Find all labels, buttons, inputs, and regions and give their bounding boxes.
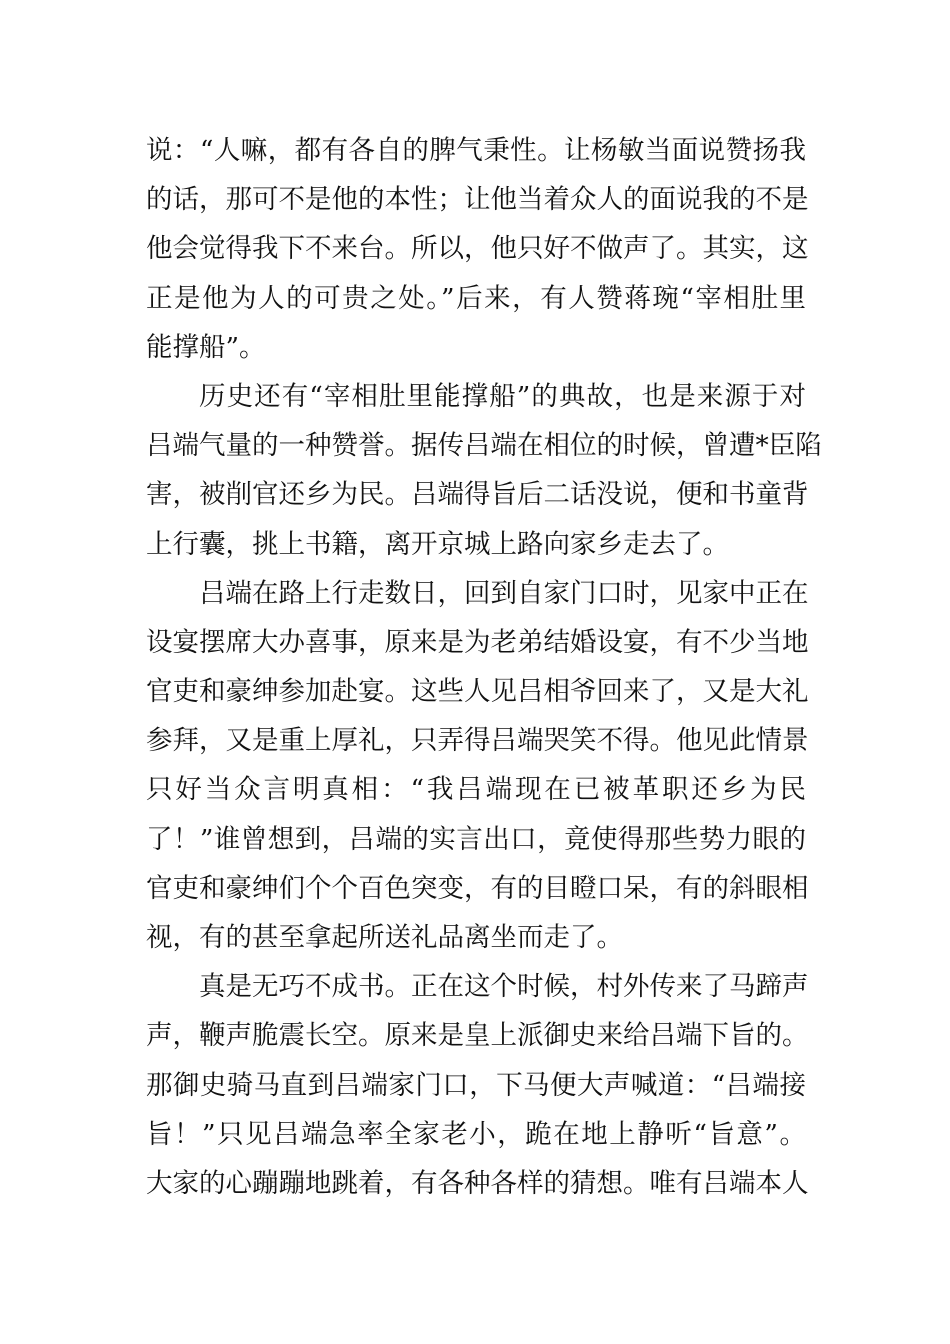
paragraph-4-line-2: 声，鞭声脆震长空。原来是皇上派御史来给吕端下旨的。 xyxy=(146,1020,809,1052)
paragraph-3-line-7: 官吏和豪绅们个个百色突变，有的目瞪口呆，有的斜眼相 xyxy=(146,872,809,904)
paragraph-3-line-6: 了！”谁曾想到，吕端的实言出口，竟使得那些势力眼的 xyxy=(146,823,806,855)
paragraph-3-line-3: 官吏和豪绅参加赴宴。这些人见吕相爷回来了，又是大礼 xyxy=(146,676,809,708)
paragraph-1-line-5: 能撑船”。 xyxy=(146,331,266,363)
paragraph-4-line-1: 真是无巧不成书。正在这个时候，村外传来了马蹄声 xyxy=(199,971,809,1003)
paragraph-4-line-5: 大家的心蹦蹦地跳着，有各种各样的猜想。唯有吕端本人 xyxy=(146,1167,809,1199)
paragraph-3-line-1: 吕端在路上行走数日，回到自家门口时，见家中正在 xyxy=(199,577,809,609)
paragraph-3-line-2: 设宴摆席大办喜事，原来是为老弟结婚设宴，有不少当地 xyxy=(146,626,809,658)
paragraph-1-line-3: 他会觉得我下不来台。所以，他只好不做声了。其实，这 xyxy=(146,233,809,265)
body-text xyxy=(146,126,822,1208)
paragraph-3-line-5: 只好当众言明真相：“我吕端现在已被革职还乡为民 xyxy=(146,774,806,806)
paragraph-3-line-8: 视，有的甚至拿起所送礼品离坐而走了。 xyxy=(146,922,623,953)
paragraph-1-line-2: 的话，那可不是他的本性；让他当着众人的面说我的不是 xyxy=(146,184,809,216)
paragraph-2-line-1: 历史还有“宰相肚里能撑船”的典故，也是来源于对 xyxy=(199,380,806,412)
paragraph-4-line-3: 那御史骑马直到吕端家门口，下马便大声喊道：“吕端接 xyxy=(146,1069,806,1101)
paragraph-1-line-4: 正是他为人的可贵之处。”后来，有人赞蒋琬“宰相肚里 xyxy=(146,282,806,314)
paragraph-2-line-2: 吕端气量的一种赞誉。据传吕端在相位的时候，曾遭*臣陷 xyxy=(146,430,822,462)
paragraph-4-line-4: 旨！”只见吕端急率全家老小，跪在地上静听“旨意”。 xyxy=(146,1118,806,1150)
paragraph-1-line-1: 说：“人嘛，都有各自的脾气秉性。让杨敏当面说赞扬我 xyxy=(146,135,806,166)
paragraph-3-line-4: 参拜，又是重上厚礼，只弄得吕端哭笑不得。他见此情景 xyxy=(146,725,809,757)
paragraph-2-line-4: 上行囊，挑上书籍，离开京城上路向家乡走去了。 xyxy=(146,528,729,560)
paragraph-2-line-3: 害，被削官还乡为民。吕端得旨后二话没说，便和书童背 xyxy=(146,479,809,511)
